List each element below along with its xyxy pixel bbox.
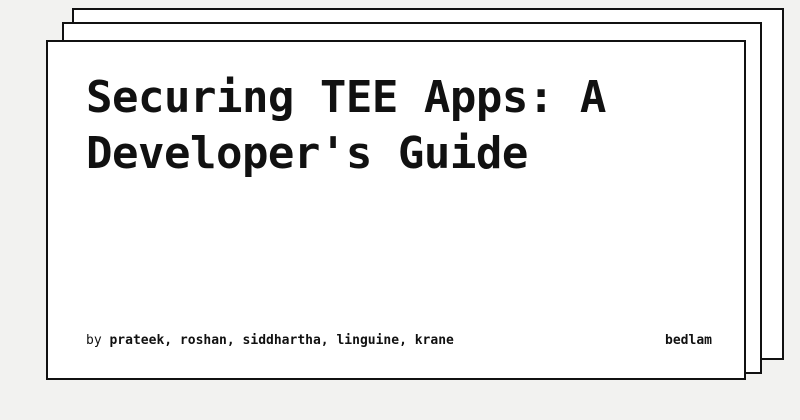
page-title: Securing TEE Apps: A Developer's Guide (86, 72, 632, 180)
byline (86, 333, 454, 348)
brand-label: bedlam (665, 333, 712, 348)
byline-authors: prateek, roshan, siddhartha, linguine, krane (109, 333, 454, 348)
slide-footer (86, 333, 712, 348)
byline-prefix: by (86, 333, 110, 348)
title-card (46, 40, 746, 380)
title-block (86, 70, 714, 183)
